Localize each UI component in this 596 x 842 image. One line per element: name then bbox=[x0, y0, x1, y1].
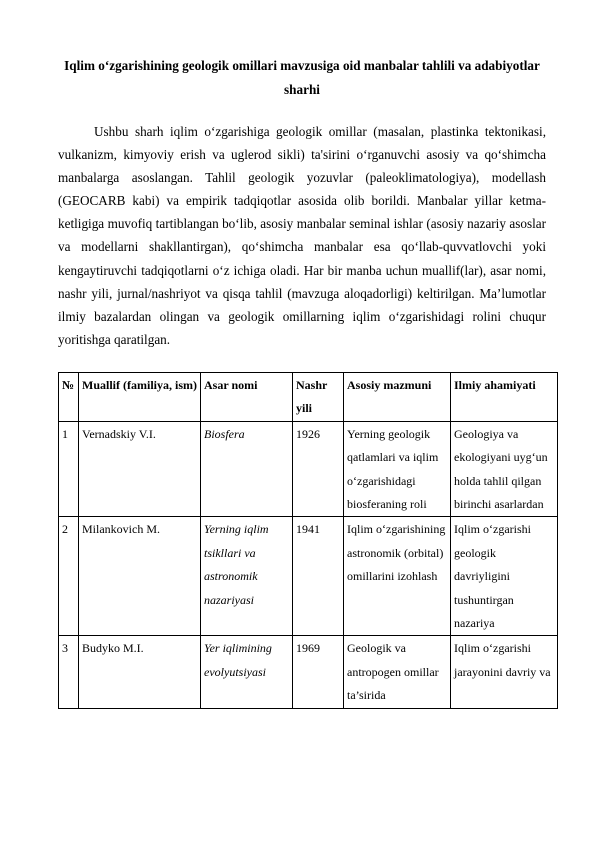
cell-year: 1941 bbox=[293, 517, 344, 636]
cell-number: 2 bbox=[59, 517, 79, 636]
cell-significance: Iqlim o‘zgarishi jarayonini davriy va bbox=[451, 636, 558, 708]
cell-content: Yerning geologik qatlamlari va iqlim o‘zgarishidagi biosferaning roli bbox=[344, 421, 451, 517]
cell-significance: Geologiya va ekologiyani uyg‘un holda tahlil qilgan birinchi asarlardan bbox=[451, 421, 558, 517]
table-row bbox=[59, 636, 558, 708]
table-row bbox=[59, 517, 558, 636]
header-content: Asosiy mazmuni bbox=[344, 373, 451, 422]
sources-table bbox=[58, 372, 558, 709]
cell-number: 1 bbox=[59, 421, 79, 517]
cell-author: Budyko M.I. bbox=[79, 636, 201, 708]
cell-author: Vernadskiy V.I. bbox=[79, 421, 201, 517]
cell-significance: Iqlim o‘zgarishi geologik davriyligini tushuntirgan nazariya bbox=[451, 517, 558, 636]
header-year: Nashr yili bbox=[293, 373, 344, 422]
cell-work: Yer iqlimining evolyutsiyasi bbox=[201, 636, 293, 708]
intro-paragraph: Ushbu sharh iqlim o‘zgarishiga geologik omillar (masalan, plastinka tektonikasi, vulkanizm, kimyoviy erish va uglerod sikli) ta'sirini o‘rganuvchi asosiy va qo‘shimcha manbalarga asoslangan. Tahlil geologik yozuvlar (paleoklimatologiya), modellash (GEOCARB kabi) va empirik tadqiqotlar asosida olib borildi. Manbalar yillar ketma-ketligiga muvofiq tartiblangan bo‘lib, asosiy manbalar seminal ishlar (asosiy nazariy asoslar va modellarni shakllantirgan), qo‘shimcha manbalar esa qo‘llab-quvvatlovchi yoki kengaytiruvchi tadqiqotlarni o‘z ichiga oladi. Har bir manba uchun muallif(lar), asar nomi, nashr yili, jurnal/nashriyot va qisqa tahlil (mavzuga aloqadorligi) keltirilgan. Ma’lumotlar ilmiy bazalardan olingan va geologik omillarning iqlim o‘zgarishidagi rolini chuqur yoritishga qaratilgan. bbox=[58, 124, 546, 347]
cell-year: 1969 bbox=[293, 636, 344, 708]
cell-work: Biosfera bbox=[201, 421, 293, 517]
header-work: Asar nomi bbox=[201, 373, 293, 422]
header-significance: Ilmiy ahamiyati bbox=[451, 373, 558, 422]
table-row bbox=[59, 421, 558, 517]
cell-author: Milankovich M. bbox=[79, 517, 201, 636]
header-number: № bbox=[59, 373, 79, 422]
header-author: Muallif (familiya, ism) bbox=[79, 373, 201, 422]
cell-work: Yerning iqlim tsikllari va astronomik nazariyasi bbox=[201, 517, 293, 636]
cell-content: Geologik va antropogen omillar ta’sirida bbox=[344, 636, 451, 708]
cell-content: Iqlim o‘zgarishining astronomik (orbital) omillarini izohlash bbox=[344, 517, 451, 636]
cell-number: 3 bbox=[59, 636, 79, 708]
document-title: Iqlim o‘zgarishining geologik omillari mavzusiga oid manbalar tahlili va adabiyotlar sharhi bbox=[64, 58, 540, 97]
table-header-row bbox=[59, 373, 558, 422]
cell-year: 1926 bbox=[293, 421, 344, 517]
